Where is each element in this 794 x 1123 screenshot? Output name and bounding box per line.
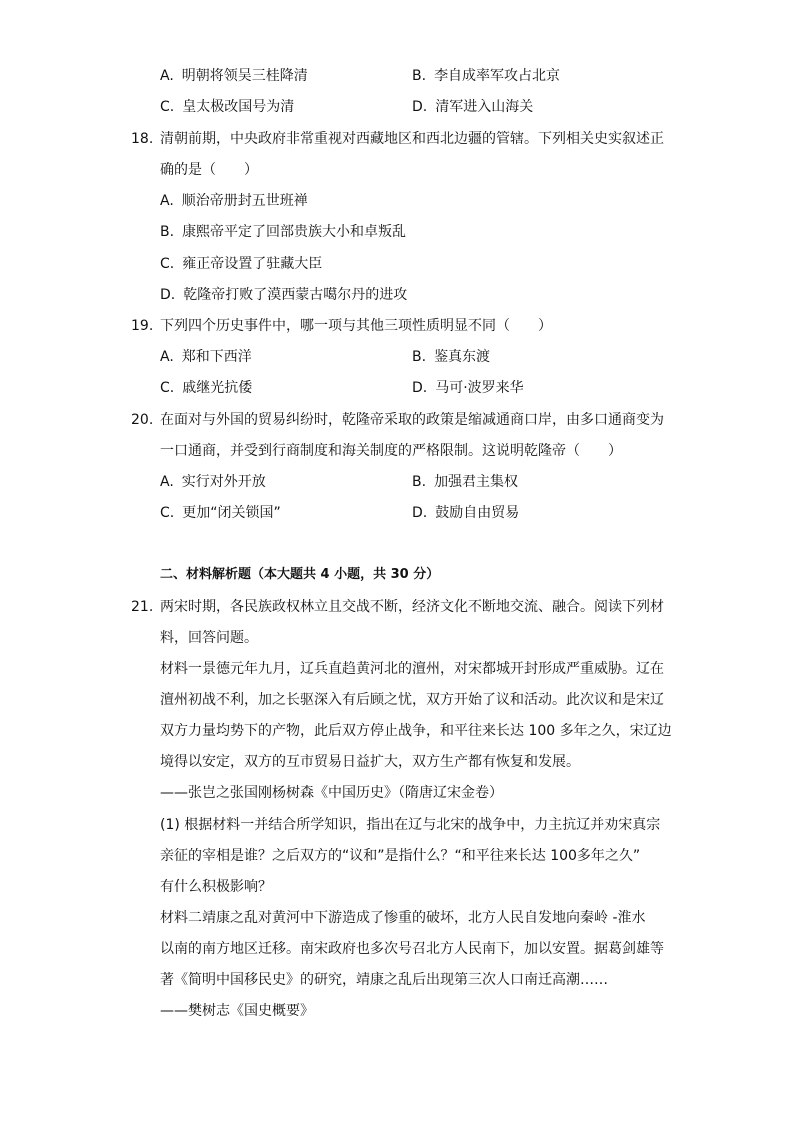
- q19-stem-line-1: 下列四个历史事件中，哪一项与其他三项性质明显不同（ ）: [160, 318, 552, 334]
- q18-number: 18.: [131, 131, 154, 147]
- q17-option-a: [160, 66, 308, 86]
- q17-option-a-label: A.: [160, 68, 174, 84]
- q21-number: 21.: [131, 599, 154, 615]
- q20-option-d-label: D.: [412, 505, 428, 521]
- q20-option-a-text: 实行对外开放: [181, 474, 266, 490]
- q19-option-a-text: 郑和下西洋: [181, 349, 252, 365]
- q20-option-d-text: 鼓励自由贸易: [435, 505, 520, 521]
- q21-subquestion-1-line-3: 有什么积极影响？: [160, 879, 272, 895]
- q21-stem-line-2: 料，回答问题。: [160, 630, 258, 646]
- q18-option-c-label: C.: [160, 256, 175, 272]
- q17-option-c: [160, 97, 294, 117]
- q21-material-1-source: ——张岂之张国刚杨树森《中国历史》（隋唐辽宋金卷）: [160, 785, 503, 801]
- q19-option-c-label: C.: [160, 380, 175, 396]
- q18-option-b: [160, 222, 406, 242]
- q19-option-b-label: B.: [412, 349, 427, 365]
- q17-option-d: [412, 97, 533, 117]
- q20-stem-line-1: 在面对与外国的贸易纠纷时，乾隆帝采取的政策是缩减通商口岸，由多口通商变为: [160, 412, 664, 428]
- q18-stem-line-1: 清朝前期，中央政府非常重视对西藏地区和西北边疆的管辖。下列相关史实叙述正: [160, 131, 664, 147]
- q19-option-a: [160, 347, 252, 367]
- q18-option-a-text: 顺治帝册封五世班禅: [181, 193, 308, 209]
- q21-stem-line-1: 两宋时期，各民族政权林立且交战不断，经济文化不断地交流、融合。阅读下列材: [160, 599, 664, 615]
- q17-option-b-text: 李自成率军攻占北京: [434, 68, 561, 84]
- q18-option-d: [160, 285, 407, 305]
- q20-option-a: [160, 472, 266, 492]
- q18-option-b-text: 康熙帝平定了回部贵族大小和卓叛乱: [182, 224, 407, 240]
- q21-material-1-line-2: 澶州初战不利，加之长驱深入有后顾之忧，双方开始了议和活动。此次议和是宋辽: [160, 692, 664, 708]
- q20-number: 20.: [131, 412, 154, 428]
- q17-option-d-label: D.: [412, 99, 428, 115]
- q17-option-b: [412, 66, 560, 86]
- q20-option-b-text: 加强君主集权: [434, 474, 519, 490]
- q21-material-2-line-2: 以南的南方地区迁移。南宋政府也多次号召北方人民南下，加以安置。据葛剑雄等: [160, 941, 664, 957]
- q17-option-b-label: B.: [412, 68, 427, 84]
- q19-option-d-text: 马可·波罗来华: [435, 380, 524, 396]
- q18-option-d-label: D.: [160, 287, 176, 303]
- q20-option-c: [160, 503, 281, 523]
- q21-material-1-line-1: 材料一景德元年九月，辽兵直趋黄河北的澶州，对宋都城开封形成严重威胁。辽在: [160, 661, 664, 677]
- q17-option-c-text: 皇太极改国号为清: [182, 99, 295, 115]
- q18-option-a: [160, 191, 308, 211]
- q19-option-b: [412, 347, 490, 367]
- q19-number: 19.: [131, 318, 154, 334]
- q21-subquestion-1-line-1: (1) 根据材料一并结合所学知识，指出在辽与北宋的战争中，力主抗辽并劝宋真宗: [160, 817, 661, 833]
- q20-option-c-label: C.: [160, 505, 175, 521]
- q18-stem-line-2: 确的是（ ）: [160, 162, 258, 178]
- q20-option-b: [412, 472, 518, 492]
- q17-option-d-text: 清军进入山海关: [435, 99, 534, 115]
- q21-subquestion-1-line-2: 亲征的宰相是谁？之后双方的“议和”是指什么？“和平往来长达 100多年之久”: [160, 848, 641, 864]
- q20-option-b-label: B.: [412, 474, 427, 490]
- q18-option-c-text: 雍正帝设置了驻藏大臣: [182, 256, 323, 272]
- q19-option-c-text: 戚继光抗倭: [182, 380, 253, 396]
- q19-option-a-label: A.: [160, 349, 174, 365]
- q21-material-1-line-3: 双方力量均势下的产物，此后双方停止战争，和平往来长达 100 多年之久，宋辽边: [160, 723, 672, 739]
- q20-option-c-text: 更加“闭关锁国”: [182, 505, 281, 521]
- q19-option-c: [160, 378, 252, 398]
- q18-option-a-label: A.: [160, 193, 174, 209]
- q21-material-2-line-3: 著《简明中国移民史》的研究，靖康之乱后出现第三次人口南迁高潮……: [160, 972, 608, 988]
- q18-option-b-label: B.: [160, 224, 175, 240]
- q21-material-2-source: ——樊树志《国史概要》: [160, 1003, 314, 1019]
- q20-option-a-label: A.: [160, 474, 174, 490]
- q17-option-a-text: 明朝将领吴三桂降清: [181, 68, 308, 84]
- q18-option-c: [160, 254, 322, 274]
- section-2-title: 二、材料解析题（本大题共 4 小题，共 30 分）: [160, 567, 440, 582]
- q21-material-2-line-1: 材料二靖康之乱对黄河中下游造成了惨重的破坏，北方人民自发地向秦岭 -淮水: [160, 910, 646, 926]
- q18-option-d-text: 乾隆帝打败了漠西蒙古噶尔丹的进攻: [183, 287, 408, 303]
- q19-option-d: [412, 378, 524, 398]
- q20-option-d: [412, 503, 519, 523]
- q19-option-b-text: 鉴真东渡: [434, 349, 491, 365]
- q20-stem-line-2: 一口通商，并受到行商制度和海关制度的严格限制。这说明乾隆帝（ ）: [160, 443, 622, 459]
- q21-material-1-line-4: 境得以安定，双方的互市贸易日益扩大，双方生产都有恢复和发展。: [160, 754, 580, 770]
- q19-option-d-label: D.: [412, 380, 428, 396]
- q17-option-c-label: C.: [160, 99, 175, 115]
